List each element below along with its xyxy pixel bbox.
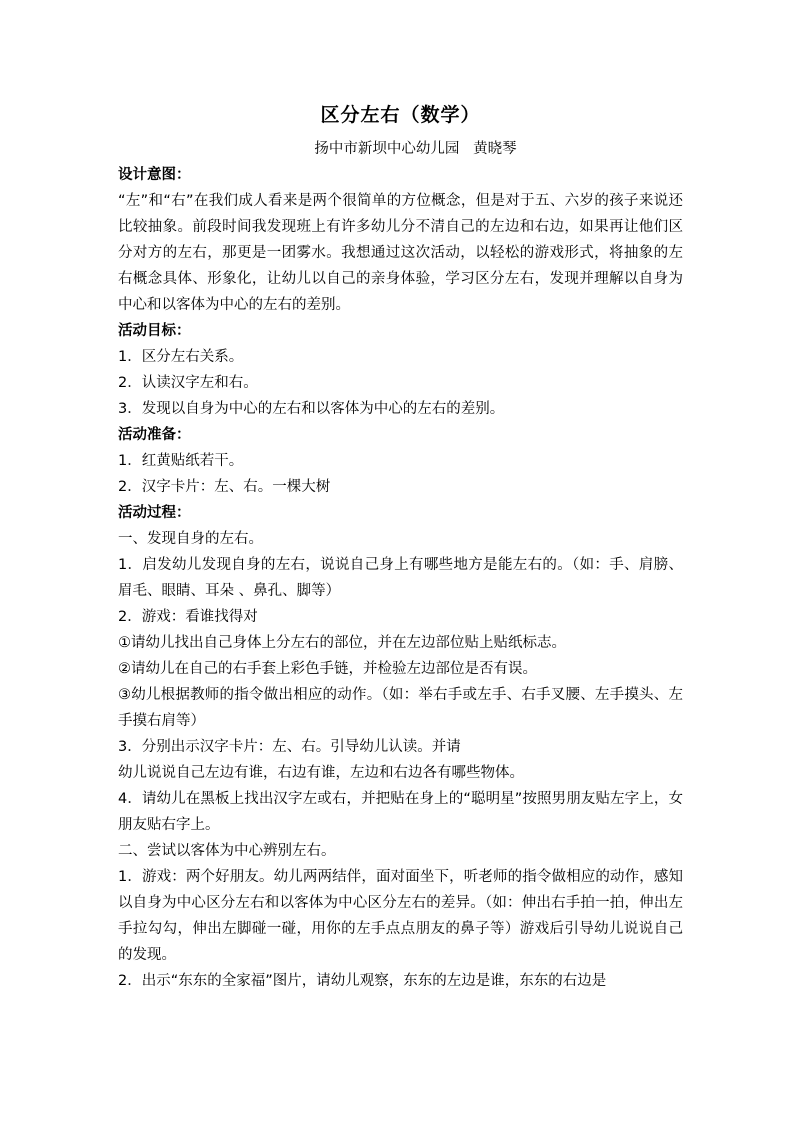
goal-item-2: 2．认读汉字左和右。 xyxy=(118,375,258,391)
section-heading-process: 活动过程： xyxy=(118,505,191,521)
section-heading-goals: 活动目标： xyxy=(118,323,191,339)
process-part-1-heading: 一、发现自身的左右。 xyxy=(118,531,263,547)
goal-item-1: 1．区分左右关系。 xyxy=(118,349,244,365)
process-step-1-4: 4．请幼儿在黑板上找出汉字左或右，并把贴在身上的“聪明星”按照男朋友贴左字上，女朋友贴右字上。 xyxy=(118,791,683,833)
process-step-2-1: 1．游戏：两个好朋友。幼儿两两结伴，面对面坐下，听老师的指令做相应的动作，感知以自身为中心区分左右和以客体为中心区分左右的差异。（如：伸出右手拍一拍，伸出左手拉勾勾，伸出左脚碰一碰，用你的左手点点朋友的鼻子等）游戏后引导幼儿说说自己的发现。 xyxy=(118,869,683,963)
process-step-1-3-continued: 幼儿说说自己左边有谁，右边有谁，左边和右边各有哪些物体。 xyxy=(118,765,524,781)
process-part-2-heading: 二、尝试以客体为中心辨别左右。 xyxy=(118,843,336,859)
preparation-item-1: 1．红黄贴纸若干。 xyxy=(118,453,244,469)
goal-item-3: 3．发现以自身为中心的左右和以客体为中心的左右的差别。 xyxy=(118,401,505,417)
process-substep-b: ②请幼儿在自己的右手套上彩色手链，并检验左边部位是否有误。 xyxy=(118,661,537,677)
document-subtitle: 扬中市新坝中心幼儿园 黄晓琴 xyxy=(314,141,517,157)
process-step-1-2: 2．游戏：看谁找得对 xyxy=(118,609,258,625)
preparation-item-2: 2．汉字卡片：左、右。一棵大树 xyxy=(118,479,331,495)
process-substep-c: ③幼儿根据教师的指令做出相应的动作。（如：举右手或左手、右手叉腰、左手摸头、左手摸右肩等） xyxy=(118,687,683,729)
process-step-1-1: 1．启发幼儿发现自身的左右，说说自己身上有哪些地方是能左右的。（如：手、肩膀、眉毛、眼睛、耳朵 、鼻孔、脚等） xyxy=(118,557,683,599)
document-title: 区分左右（数学） xyxy=(320,104,481,126)
process-step-2-2: 2．出示“东东的全家福”图片，请幼儿观察，东东的左边是谁，东东的右边是 xyxy=(118,973,607,989)
document-content xyxy=(118,100,683,994)
design-intent-paragraph: “左”和“右”在我们成人看来是两个很简单的方位概念，但是对于五、六岁的孩子来说还比较抽象。前段时间我发现班上有许多幼儿分不清自己的左边和右边，如果再让他们区分对方的左右，那更是一团雾水。我想通过这次活动，以轻松的游戏形式，将抽象的左右概念具体、形象化，让幼儿以自己的亲身体验，学习区分左右，发现并理解以自身为中心和以客体为中心的左右的差别。 xyxy=(118,193,683,313)
section-heading-design-intent: 设计意图： xyxy=(118,167,191,183)
process-substep-a: ①请幼儿找出自己身体上分左右的部位，并在左边部位贴上贴纸标志。 xyxy=(118,635,566,651)
process-step-1-3: 3．分别出示汉字卡片：左、右。引导幼儿认读。并请 xyxy=(118,739,461,755)
section-heading-preparation: 活动准备： xyxy=(118,427,191,443)
